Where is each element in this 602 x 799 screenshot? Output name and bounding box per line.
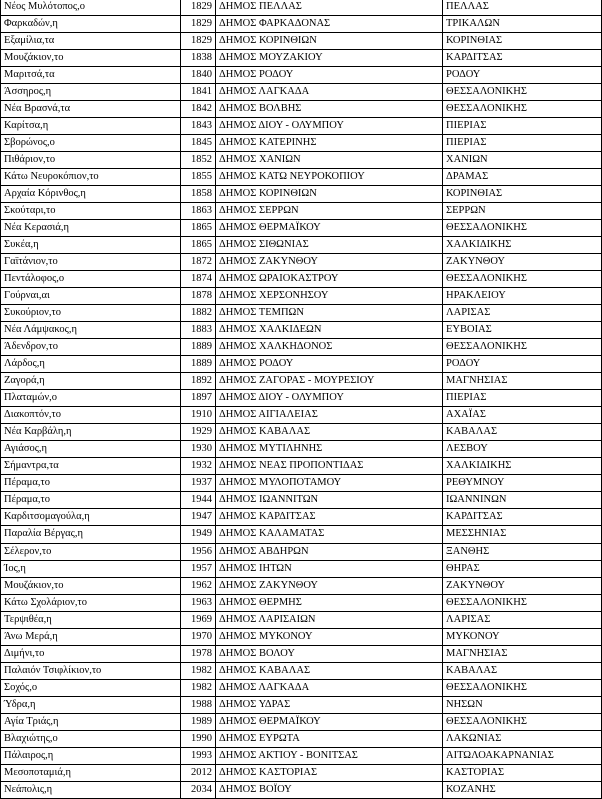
year-cell: 1842 bbox=[181, 101, 216, 118]
table-row bbox=[1, 305, 602, 322]
place-name-cell: Εξαμίλια,τα bbox=[1, 33, 181, 50]
place-name-cell: Ζαγορά,η bbox=[1, 373, 181, 390]
table-row bbox=[1, 356, 602, 373]
year-cell: 1889 bbox=[181, 356, 216, 373]
municipality-cell: ΔΗΜΟΣ ΩΡΑΙΟΚΑΣΤΡΟΥ bbox=[216, 271, 443, 288]
municipality-cell: ΔΗΜΟΣ ΚΑΡΔΙΤΣΑΣ bbox=[216, 509, 443, 526]
year-cell: 1845 bbox=[181, 135, 216, 152]
municipality-cell: ΔΗΜΟΣ ΖΑΚΥΝΘΟΥ bbox=[216, 577, 443, 594]
year-cell: 1932 bbox=[181, 458, 216, 475]
prefecture-cell: ΕΥΒΟΙΑΣ bbox=[443, 322, 602, 339]
table-row bbox=[1, 594, 602, 611]
table-row bbox=[1, 288, 602, 305]
municipality-cell: ΔΗΜΟΣ ΒΟΛΟΥ bbox=[216, 645, 443, 662]
table-row bbox=[1, 611, 602, 628]
municipality-cell: ΔΗΜΟΣ ΧΑΛΚΗΔΟΝΟΣ bbox=[216, 339, 443, 356]
prefecture-cell: ΚΑΡΔΙΤΣΑΣ bbox=[443, 509, 602, 526]
municipality-cell: ΔΗΜΟΣ ΑΙΓΙΑΛΕΙΑΣ bbox=[216, 407, 443, 424]
year-cell: 1829 bbox=[181, 33, 216, 50]
place-name-cell: Τερψιθέα,η bbox=[1, 611, 181, 628]
municipality-cell: ΔΗΜΟΣ ΙΗΤΩΝ bbox=[216, 560, 443, 577]
place-name-cell: Κάτω Νευροκόπιον,το bbox=[1, 169, 181, 186]
year-cell: 2012 bbox=[181, 764, 216, 781]
prefecture-cell: ΑΧΑΪΑΣ bbox=[443, 407, 602, 424]
year-cell: 1889 bbox=[181, 339, 216, 356]
place-name-cell: Μουζάκιον,το bbox=[1, 50, 181, 67]
prefecture-cell: ΠΙΕΡΙΑΣ bbox=[443, 135, 602, 152]
prefecture-cell: ΚΑΣΤΟΡΙΑΣ bbox=[443, 764, 602, 781]
prefecture-cell: ΡΟΔΟΥ bbox=[443, 356, 602, 373]
municipality-cell: ΔΗΜΟΣ ΛΑΓΚΑΔΑ bbox=[216, 679, 443, 696]
place-name-cell: Καρίτσα,η bbox=[1, 118, 181, 135]
place-name-cell: Αρχαία Κόρινθος,η bbox=[1, 186, 181, 203]
table-row bbox=[1, 118, 602, 135]
table-row bbox=[1, 101, 602, 118]
municipality-cell: ΔΗΜΟΣ ΘΕΡΜΑΪΚΟΥ bbox=[216, 220, 443, 237]
table-row bbox=[1, 50, 602, 67]
municipality-cell: ΔΗΜΟΣ ΔΙΟΥ - ΟΛΥΜΠΟΥ bbox=[216, 390, 443, 407]
prefecture-cell: ΘΕΣΣΑΛΟΝΙΚΗΣ bbox=[443, 220, 602, 237]
year-cell: 1947 bbox=[181, 509, 216, 526]
municipality-cell: ΔΗΜΟΣ ΜΥΤΙΛΗΝΗΣ bbox=[216, 441, 443, 458]
table-row bbox=[1, 764, 602, 781]
year-cell: 1841 bbox=[181, 84, 216, 101]
municipality-cell: ΔΗΜΟΣ ΖΑΚΥΝΘΟΥ bbox=[216, 254, 443, 271]
year-cell: 1949 bbox=[181, 526, 216, 543]
prefecture-cell: ΡΕΘΥΜΝΟΥ bbox=[443, 475, 602, 492]
municipality-cell: ΔΗΜΟΣ ΣΙΘΩΝΙΑΣ bbox=[216, 237, 443, 254]
place-name-cell: Πλαταμών,ο bbox=[1, 390, 181, 407]
year-cell: 1874 bbox=[181, 271, 216, 288]
municipality-cell: ΔΗΜΟΣ ΚΟΡΙΝΘΙΩΝ bbox=[216, 186, 443, 203]
municipality-cell: ΔΗΜΟΣ ΡΟΔΟΥ bbox=[216, 67, 443, 84]
year-cell: 1843 bbox=[181, 118, 216, 135]
prefecture-cell: ΙΩΑΝΝΙΝΩΝ bbox=[443, 492, 602, 509]
prefecture-cell: ΛΑΚΩΝΙΑΣ bbox=[443, 730, 602, 747]
table-row bbox=[1, 254, 602, 271]
place-name-cell: Φαρκαδών,η bbox=[1, 16, 181, 33]
municipality-cell: ΔΗΜΟΣ ΕΥΡΩΤΑ bbox=[216, 730, 443, 747]
prefecture-cell: ΜΑΓΝΗΣΙΑΣ bbox=[443, 645, 602, 662]
table-row bbox=[1, 662, 602, 679]
table-row bbox=[1, 67, 602, 84]
municipality-cell: ΔΗΜΟΣ ΚΑΒΑΛΑΣ bbox=[216, 424, 443, 441]
year-cell: 1829 bbox=[181, 16, 216, 33]
prefecture-cell: ΠΙΕΡΙΑΣ bbox=[443, 118, 602, 135]
municipality-cell: ΔΗΜΟΣ ΚΟΡΙΝΘΙΩΝ bbox=[216, 33, 443, 50]
year-cell: 1865 bbox=[181, 220, 216, 237]
municipality-cell: ΔΗΜΟΣ ΜΥΛΟΠΟΤΑΜΟΥ bbox=[216, 475, 443, 492]
table-row bbox=[1, 33, 602, 50]
table-row bbox=[1, 526, 602, 543]
municipality-cell: ΔΗΜΟΣ ΚΑΣΤΟΡΙΑΣ bbox=[216, 764, 443, 781]
year-cell: 1988 bbox=[181, 696, 216, 713]
prefecture-cell: ΖΑΚΥΝΘΟΥ bbox=[443, 577, 602, 594]
year-cell: 1872 bbox=[181, 254, 216, 271]
prefecture-cell: ΘΕΣΣΑΛΟΝΙΚΗΣ bbox=[443, 713, 602, 730]
prefecture-cell: ΞΑΝΘΗΣ bbox=[443, 543, 602, 560]
municipality-cell: ΔΗΜΟΣ ΦΑΡΚΑΔΟΝΑΣ bbox=[216, 16, 443, 33]
prefecture-cell: ΧΑΛΚΙΔΙΚΗΣ bbox=[443, 237, 602, 254]
prefecture-cell: ΤΡΙΚΑΛΩΝ bbox=[443, 16, 602, 33]
table-row bbox=[1, 203, 602, 220]
year-cell: 1840 bbox=[181, 67, 216, 84]
prefecture-cell: ΡΟΔΟΥ bbox=[443, 67, 602, 84]
place-name-cell: Αγία Τριάς,η bbox=[1, 713, 181, 730]
place-name-cell: Άνω Μερά,η bbox=[1, 628, 181, 645]
prefecture-cell: ΘΕΣΣΑΛΟΝΙΚΗΣ bbox=[443, 339, 602, 356]
prefecture-cell: ΛΑΡΙΣΑΣ bbox=[443, 611, 602, 628]
table-row bbox=[1, 152, 602, 169]
place-name-cell: Λάρδος,η bbox=[1, 356, 181, 373]
table-row bbox=[1, 186, 602, 203]
year-cell: 1929 bbox=[181, 424, 216, 441]
prefecture-cell: ΧΑΛΚΙΔΙΚΗΣ bbox=[443, 458, 602, 475]
year-cell: 1892 bbox=[181, 373, 216, 390]
table-row bbox=[1, 16, 602, 33]
municipality-cell: ΔΗΜΟΣ ΚΑΤΩ ΝΕΥΡΟΚΟΠΙΟΥ bbox=[216, 169, 443, 186]
municipality-cell: ΔΗΜΟΣ ΜΟΥΖΑΚΙΟΥ bbox=[216, 50, 443, 67]
year-cell: 1838 bbox=[181, 50, 216, 67]
table-row bbox=[1, 339, 602, 356]
year-cell: 1990 bbox=[181, 730, 216, 747]
prefecture-cell: ΚΟΡΙΝΘΙΑΣ bbox=[443, 33, 602, 50]
place-name-cell: Πιθάριον,το bbox=[1, 152, 181, 169]
year-cell: 1989 bbox=[181, 713, 216, 730]
place-name-cell: Νεάπολις,η bbox=[1, 781, 181, 798]
prefecture-cell: ΚΑΒΑΛΑΣ bbox=[443, 424, 602, 441]
prefecture-cell: ΜΕΣΣΗΝΙΑΣ bbox=[443, 526, 602, 543]
table-row bbox=[1, 407, 602, 424]
prefecture-cell: ΚΟΖΑΝΗΣ bbox=[443, 781, 602, 798]
table-row bbox=[1, 492, 602, 509]
place-name-cell: Μαριτσά,τα bbox=[1, 67, 181, 84]
year-cell: 1863 bbox=[181, 203, 216, 220]
table-row bbox=[1, 220, 602, 237]
place-name-cell: Βλαχιώτης,ο bbox=[1, 730, 181, 747]
year-cell: 2034 bbox=[181, 781, 216, 798]
place-name-cell: Συκέα,η bbox=[1, 237, 181, 254]
year-cell: 1970 bbox=[181, 628, 216, 645]
place-name-cell: Άδενδρον,το bbox=[1, 339, 181, 356]
prefecture-cell: ΜΑΓΝΗΣΙΑΣ bbox=[443, 373, 602, 390]
year-cell: 1963 bbox=[181, 594, 216, 611]
municipality-cell: ΔΗΜΟΣ ΘΕΡΜΑΪΚΟΥ bbox=[216, 713, 443, 730]
place-name-cell: Συκούριον,το bbox=[1, 305, 181, 322]
place-name-cell: Ύδρα,η bbox=[1, 696, 181, 713]
table-row bbox=[1, 135, 602, 152]
table-row bbox=[1, 475, 602, 492]
year-cell: 1910 bbox=[181, 407, 216, 424]
table-body bbox=[1, 0, 602, 798]
place-name-cell: Μεσοποταμιά,η bbox=[1, 764, 181, 781]
place-name-cell: Διακοπτόν,το bbox=[1, 407, 181, 424]
table-row bbox=[1, 509, 602, 526]
municipality-cell: ΔΗΜΟΣ ΧΑΛΚΙΔΕΩΝ bbox=[216, 322, 443, 339]
year-cell: 1956 bbox=[181, 543, 216, 560]
place-name-cell: Παραλία Βέργας,η bbox=[1, 526, 181, 543]
year-cell: 1957 bbox=[181, 560, 216, 577]
place-name-cell: Σοχός,ο bbox=[1, 679, 181, 696]
municipality-cell: ΔΗΜΟΣ ΒΟΪΟΥ bbox=[216, 781, 443, 798]
table-row bbox=[1, 0, 602, 16]
prefecture-cell: ΘΕΣΣΑΛΟΝΙΚΗΣ bbox=[443, 84, 602, 101]
place-name-cell: Σβορώνος,ο bbox=[1, 135, 181, 152]
year-cell: 1878 bbox=[181, 288, 216, 305]
prefecture-cell: ΚΑΡΔΙΤΣΑΣ bbox=[443, 50, 602, 67]
prefecture-cell: ΠΙΕΡΙΑΣ bbox=[443, 390, 602, 407]
place-name-cell: Διμήνι,το bbox=[1, 645, 181, 662]
place-name-cell: Καρδιτσομαγούλα,η bbox=[1, 509, 181, 526]
year-cell: 1897 bbox=[181, 390, 216, 407]
year-cell: 1883 bbox=[181, 322, 216, 339]
prefecture-cell: ΘΕΣΣΑΛΟΝΙΚΗΣ bbox=[443, 594, 602, 611]
year-cell: 1855 bbox=[181, 169, 216, 186]
place-name-cell: Πέραμα,το bbox=[1, 475, 181, 492]
municipality-cell: ΔΗΜΟΣ ΧΕΡΣΟΝΗΣΟΥ bbox=[216, 288, 443, 305]
place-name-cell: Νέα Λάμψακος,η bbox=[1, 322, 181, 339]
prefecture-cell: ΘΗΡΑΣ bbox=[443, 560, 602, 577]
year-cell: 1944 bbox=[181, 492, 216, 509]
prefecture-cell: ΘΕΣΣΑΛΟΝΙΚΗΣ bbox=[443, 271, 602, 288]
year-cell: 1930 bbox=[181, 441, 216, 458]
place-name-cell: Ίος,η bbox=[1, 560, 181, 577]
table-row bbox=[1, 781, 602, 798]
table-row bbox=[1, 373, 602, 390]
prefecture-cell: ΠΕΛΛΑΣ bbox=[443, 0, 602, 16]
year-cell: 1982 bbox=[181, 662, 216, 679]
table-row bbox=[1, 169, 602, 186]
place-name-cell: Παλαιόν Τσιφλίκιον,το bbox=[1, 662, 181, 679]
place-name-cell: Γούρναι,αι bbox=[1, 288, 181, 305]
prefecture-cell: ΛΑΡΙΣΑΣ bbox=[443, 305, 602, 322]
place-name-cell: Άσσηρος,η bbox=[1, 84, 181, 101]
prefecture-cell: ΔΡΑΜΑΣ bbox=[443, 169, 602, 186]
municipality-cell: ΔΗΜΟΣ ΝΕΑΣ ΠΡΟΠΟΝΤΙΔΑΣ bbox=[216, 458, 443, 475]
prefecture-cell: ΛΕΣΒΟΥ bbox=[443, 441, 602, 458]
prefecture-cell: ΜΥΚΟΝΟΥ bbox=[443, 628, 602, 645]
year-cell: 1962 bbox=[181, 577, 216, 594]
year-cell: 1969 bbox=[181, 611, 216, 628]
prefecture-cell: ΧΑΝΙΩΝ bbox=[443, 152, 602, 169]
place-name-cell: Πέραμα,το bbox=[1, 492, 181, 509]
place-name-cell: Σέλερον,το bbox=[1, 543, 181, 560]
year-cell: 1865 bbox=[181, 237, 216, 254]
year-cell: 1882 bbox=[181, 305, 216, 322]
table-row bbox=[1, 747, 602, 764]
table-row bbox=[1, 458, 602, 475]
place-name-cell: Νέα Καρβάλη,η bbox=[1, 424, 181, 441]
table-row bbox=[1, 271, 602, 288]
municipality-cell: ΔΗΜΟΣ ΛΑΓΚΑΔΑ bbox=[216, 84, 443, 101]
municipality-cell: ΔΗΜΟΣ ΚΑΤΕΡΙΝΗΣ bbox=[216, 135, 443, 152]
municipality-cell: ΔΗΜΟΣ ΠΕΛΛΑΣ bbox=[216, 0, 443, 16]
table-row bbox=[1, 730, 602, 747]
place-name-cell: Νέος Μυλότοπος,ο bbox=[1, 0, 181, 16]
place-name-cell: Γαϊτάνιον,το bbox=[1, 254, 181, 271]
place-name-cell: Πεντάλοφος,ο bbox=[1, 271, 181, 288]
year-cell: 1937 bbox=[181, 475, 216, 492]
municipality-cell: ΔΗΜΟΣ ΜΥΚΟΝΟΥ bbox=[216, 628, 443, 645]
table-row bbox=[1, 679, 602, 696]
table-row bbox=[1, 577, 602, 594]
year-cell: 1978 bbox=[181, 645, 216, 662]
prefecture-cell: ΘΕΣΣΑΛΟΝΙΚΗΣ bbox=[443, 101, 602, 118]
municipality-cell: ΔΗΜΟΣ ΚΑΛΑΜΑΤΑΣ bbox=[216, 526, 443, 543]
prefecture-cell: ΘΕΣΣΑΛΟΝΙΚΗΣ bbox=[443, 679, 602, 696]
municipality-cell: ΔΗΜΟΣ ΑΚΤΙΟΥ - ΒΟΝΙΤΣΑΣ bbox=[216, 747, 443, 764]
table-row bbox=[1, 713, 602, 730]
prefecture-cell: ΑΙΤΩΛΟΑΚΑΡΝΑΝΙΑΣ bbox=[443, 747, 602, 764]
prefecture-cell: ΣΕΡΡΩΝ bbox=[443, 203, 602, 220]
year-cell: 1852 bbox=[181, 152, 216, 169]
municipality-cell: ΔΗΜΟΣ ΘΕΡΜΗΣ bbox=[216, 594, 443, 611]
table-row bbox=[1, 543, 602, 560]
table-row bbox=[1, 84, 602, 101]
municipality-cell: ΔΗΜΟΣ ΣΕΡΡΩΝ bbox=[216, 203, 443, 220]
municipality-cell: ΔΗΜΟΣ ΒΟΛΒΗΣ bbox=[216, 101, 443, 118]
year-cell: 1982 bbox=[181, 679, 216, 696]
year-cell: 1829 bbox=[181, 0, 216, 16]
table-row bbox=[1, 696, 602, 713]
place-name-cell: Πάλαιρος,η bbox=[1, 747, 181, 764]
municipality-cell: ΔΗΜΟΣ ΙΩΑΝΝΙΤΩΝ bbox=[216, 492, 443, 509]
table-row bbox=[1, 390, 602, 407]
municipality-cell: ΔΗΜΟΣ ΚΑΒΑΛΑΣ bbox=[216, 662, 443, 679]
place-name-cell: Μουζάκιον,το bbox=[1, 577, 181, 594]
prefecture-cell: ΖΑΚΥΝΘΟΥ bbox=[443, 254, 602, 271]
table-row bbox=[1, 424, 602, 441]
municipality-cell: ΔΗΜΟΣ ΥΔΡΑΣ bbox=[216, 696, 443, 713]
table-row bbox=[1, 560, 602, 577]
prefecture-cell: ΚΑΒΑΛΑΣ bbox=[443, 662, 602, 679]
municipality-cell: ΔΗΜΟΣ ΡΟΔΟΥ bbox=[216, 356, 443, 373]
table-row bbox=[1, 237, 602, 254]
table-row bbox=[1, 322, 602, 339]
municipality-cell: ΔΗΜΟΣ ΤΕΜΠΩΝ bbox=[216, 305, 443, 322]
municipality-cell: ΔΗΜΟΣ ΛΑΡΙΣΑΙΩΝ bbox=[216, 611, 443, 628]
prefecture-cell: ΚΟΡΙΝΘΙΑΣ bbox=[443, 186, 602, 203]
place-name-cell: Σήμαντρα,τα bbox=[1, 458, 181, 475]
municipality-cell: ΔΗΜΟΣ ΧΑΝΙΩΝ bbox=[216, 152, 443, 169]
municipality-cell: ΔΗΜΟΣ ΖΑΓΟΡΑΣ - ΜΟΥΡΕΣΙΟΥ bbox=[216, 373, 443, 390]
prefecture-cell: ΗΡΑΚΛΕΙΟΥ bbox=[443, 288, 602, 305]
municipality-cell: ΔΗΜΟΣ ΑΒΔΗΡΩΝ bbox=[216, 543, 443, 560]
year-cell: 1993 bbox=[181, 747, 216, 764]
place-name-cell: Κάτω Σχολάριον,το bbox=[1, 594, 181, 611]
municipality-cell: ΔΗΜΟΣ ΔΙΟΥ - ΟΛΥΜΠΟΥ bbox=[216, 118, 443, 135]
year-cell: 1858 bbox=[181, 186, 216, 203]
place-name-cell: Νέα Βρασνά,τα bbox=[1, 101, 181, 118]
table-row bbox=[1, 441, 602, 458]
place-name-cell: Νέα Κερασιά,η bbox=[1, 220, 181, 237]
prefecture-cell: ΝΗΣΩΝ bbox=[443, 696, 602, 713]
table-row bbox=[1, 645, 602, 662]
table-row bbox=[1, 628, 602, 645]
place-name-cell: Αγιάσος,η bbox=[1, 441, 181, 458]
place-name-cell: Σκούταρι,το bbox=[1, 203, 181, 220]
